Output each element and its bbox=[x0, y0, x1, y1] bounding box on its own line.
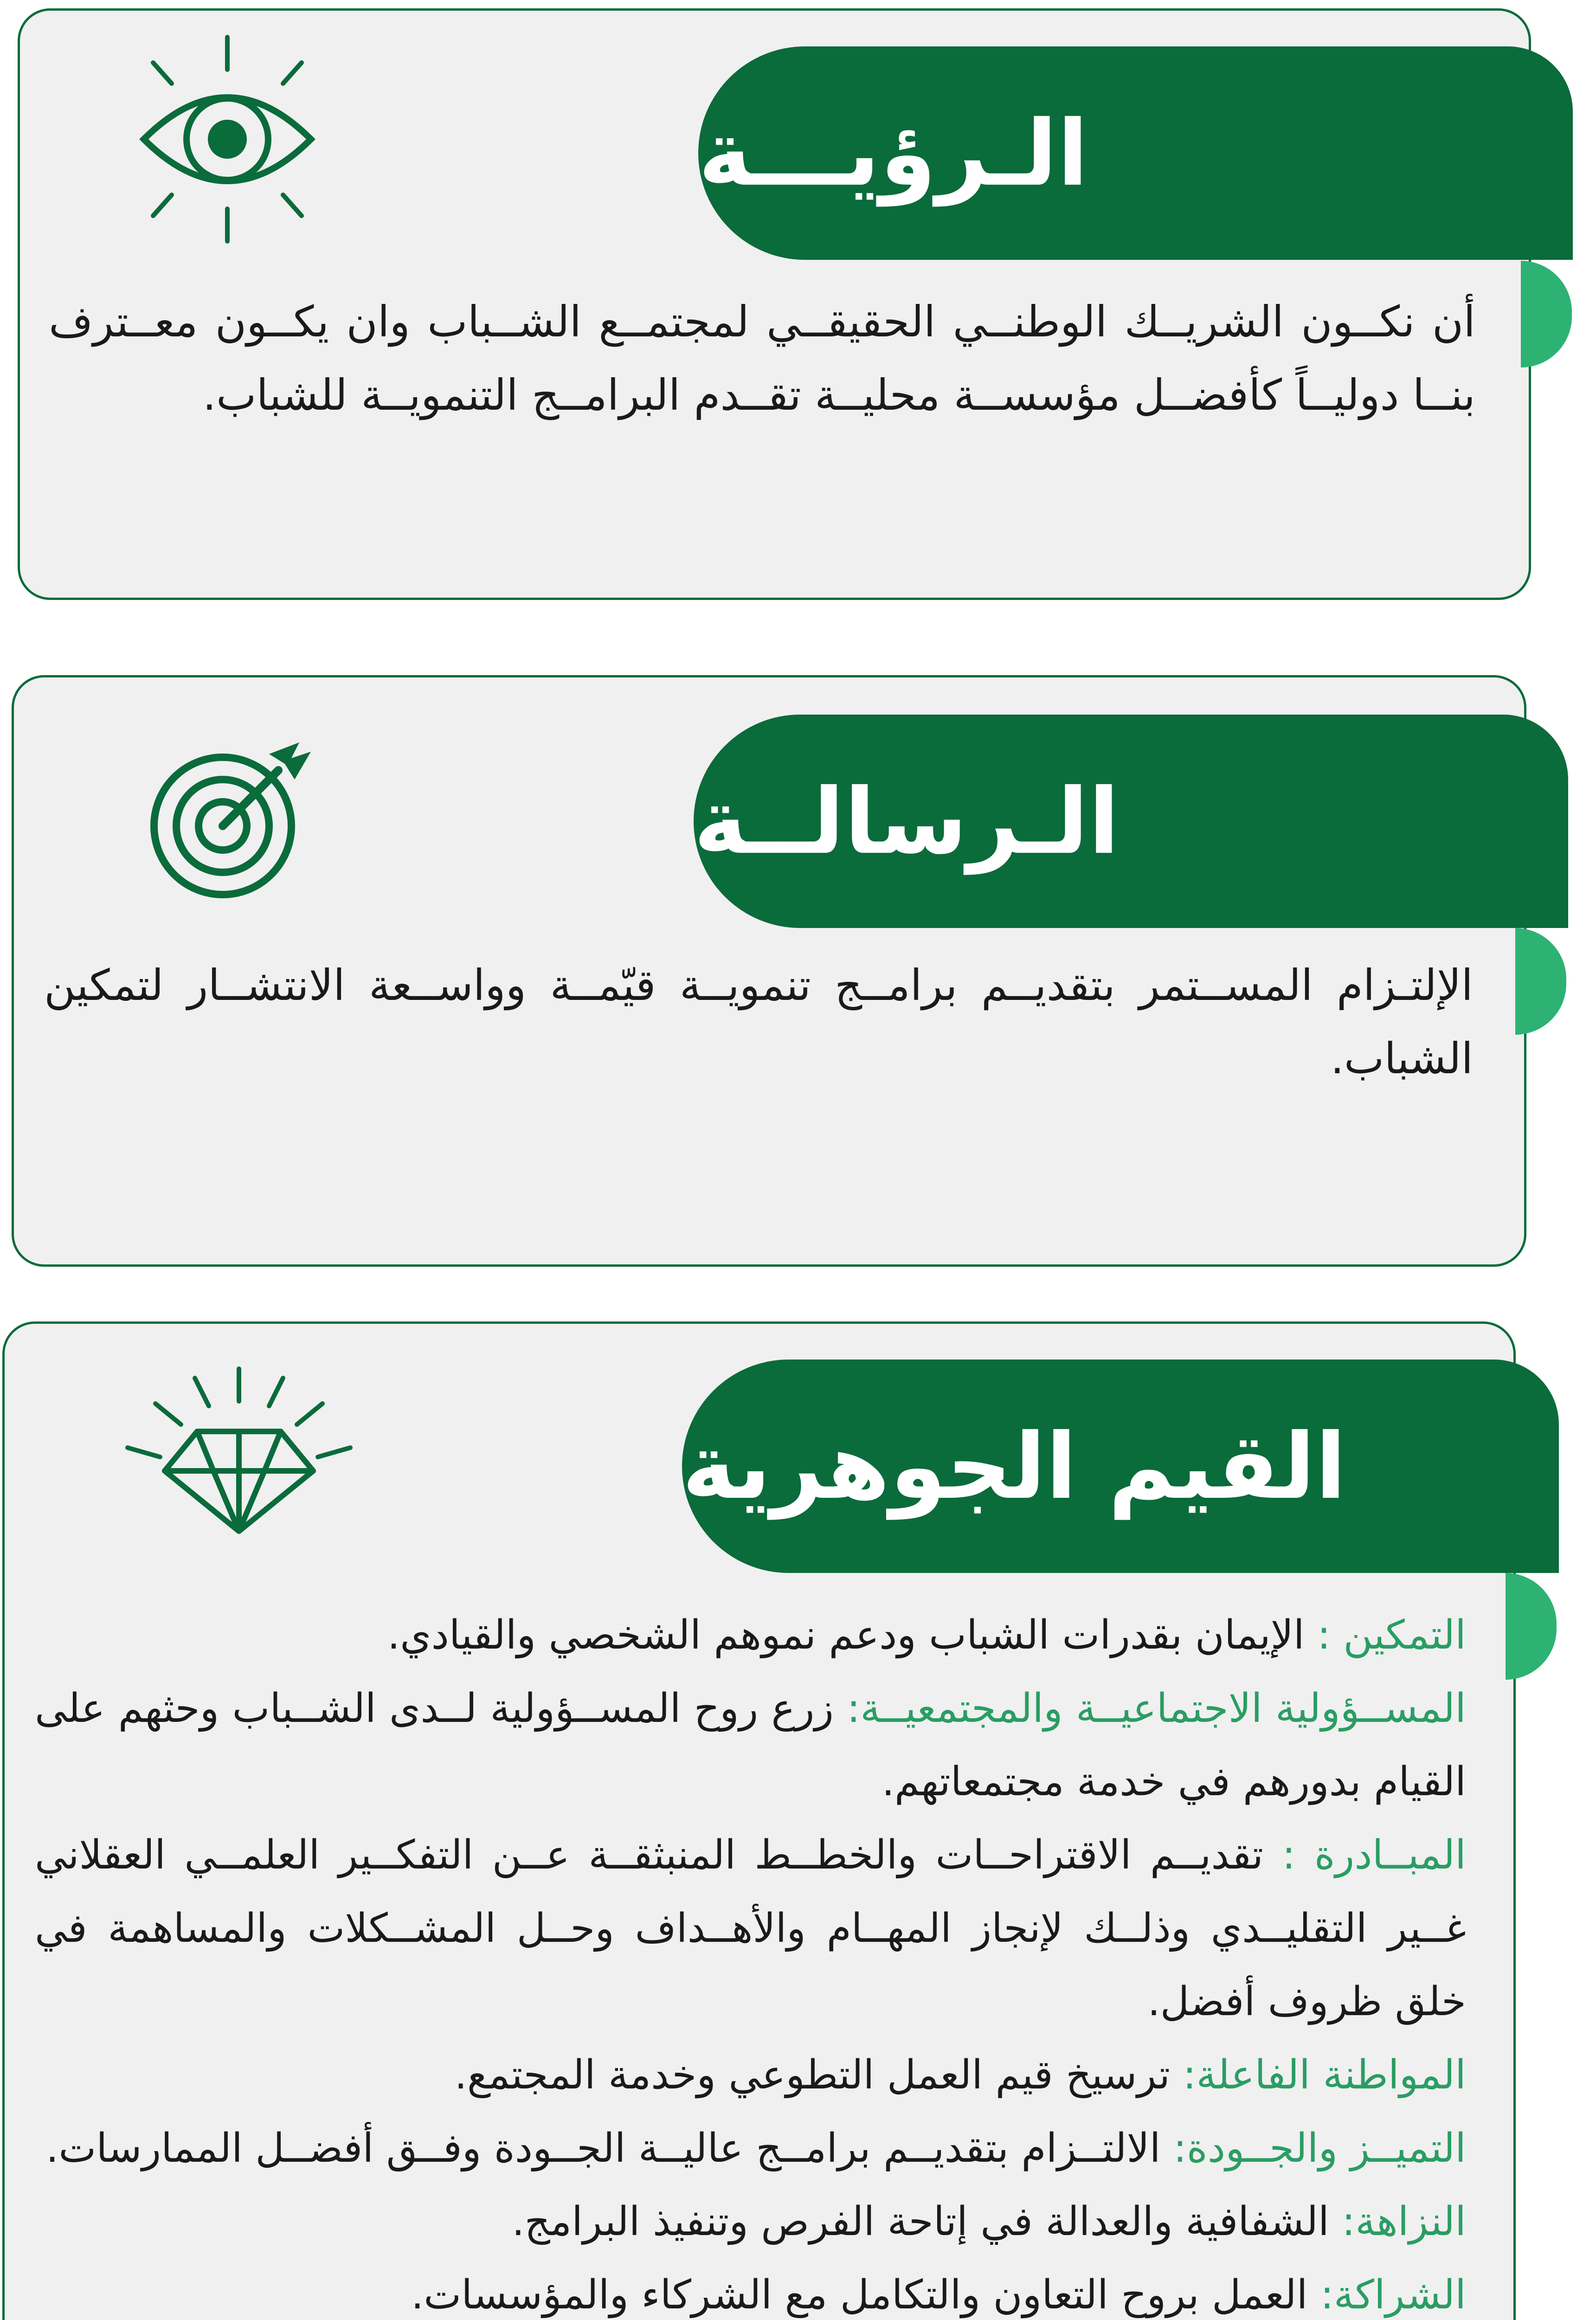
values-ribbon-fold bbox=[1506, 1573, 1557, 1680]
values-title: القيم الجوهرية bbox=[682, 1413, 1346, 1519]
values-list bbox=[35, 1598, 1466, 2320]
vision-text: أن نكــون الشريــك الوطنــي الحقيقــي لمجتمــع الشــباب وان يكــون معــترف بنــا دوليــاً كأفضــل مؤسســة محليــة تقــدم البرامــج التنمويــة للشباب. bbox=[49, 297, 1475, 420]
value-item-responsibility bbox=[35, 1672, 1466, 1818]
value-term: المبــادرة : bbox=[1282, 1832, 1466, 1878]
value-description: تقديــم الاقتراحــات والخطــط المنبثقــة عــن التفكــير العلمــي العقلاني غــير التقليــدي وذلــك لإنجاز المهــام والأهــداف وحــل المشــكلات والمساهمة في خلق ظروف أفضل. bbox=[35, 1832, 1466, 2025]
mission-title: الـرسالــة bbox=[694, 768, 1120, 874]
value-item-integrity bbox=[35, 2185, 1466, 2258]
diamond-icon bbox=[123, 1366, 355, 1536]
value-description: زرع روح المســؤولية لــدى الشــباب وحثهم على القيام بدورهم في خدمة مجتمعاتهم. bbox=[35, 1685, 1466, 1805]
vision-title: الـرؤيـــة bbox=[698, 100, 1088, 206]
value-item-excellence bbox=[35, 2112, 1466, 2185]
value-term: المواطنة الفاعلة: bbox=[1183, 2052, 1466, 2098]
value-item-initiative bbox=[35, 1818, 1466, 2038]
value-term: التميــز والجــودة: bbox=[1173, 2125, 1466, 2172]
mission-text: الإلتـزام المســتمر بتقديــم برامــج تنمويــة قيّمــة وواســعة الانتشــار لتمكين الشباب. bbox=[44, 960, 1473, 1083]
mission-ribbon-fold bbox=[1515, 928, 1566, 1035]
target-icon bbox=[148, 733, 315, 900]
value-description: ترسيخ قيم العمل التطوعي وخدمة المجتمع. bbox=[454, 2052, 1183, 2098]
eye-icon bbox=[135, 30, 320, 248]
value-item-partnership bbox=[35, 2258, 1466, 2320]
vision-title-tab bbox=[698, 46, 1573, 260]
value-description: العمل بروح التعاون والتكامل مع الشركاء والمؤسسات. bbox=[411, 2272, 1320, 2318]
value-term: التمكين : bbox=[1317, 1612, 1466, 1658]
values-title-tab bbox=[682, 1360, 1559, 1573]
value-term: المســؤولية الاجتماعيــة والمجتمعيــة: bbox=[847, 1685, 1467, 1732]
value-term: النزاهة: bbox=[1342, 2198, 1466, 2245]
value-item-citizenship bbox=[35, 2038, 1466, 2112]
value-term: الشراكة: bbox=[1320, 2272, 1466, 2318]
value-description: الإيمان بقدرات الشباب ودعم نموهم الشخصي والقيادي. bbox=[387, 1612, 1317, 1658]
value-description: الشفافية والعدالة في إتاحة الفرص وتنفيذ البرامج. bbox=[512, 2198, 1342, 2245]
vision-ribbon-fold bbox=[1521, 261, 1572, 367]
value-item-empowerment bbox=[35, 1598, 1466, 1672]
value-description: الالتــزام بتقديــم برامــج عاليــة الجــودة وفــق أفضــل الممارسات. bbox=[46, 2125, 1173, 2172]
mission-title-tab bbox=[694, 715, 1568, 928]
